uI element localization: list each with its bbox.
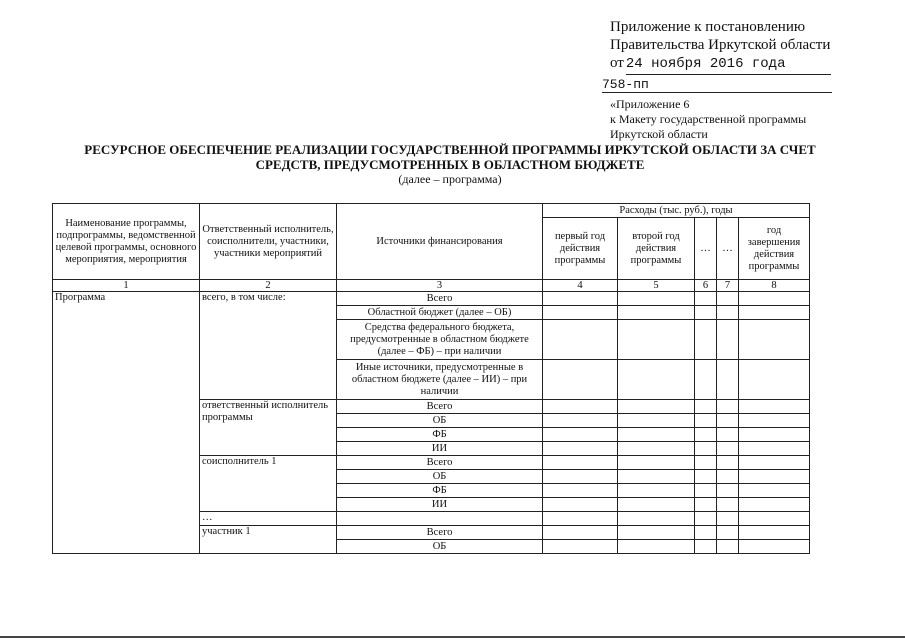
source-cell: ИИ [337, 498, 543, 512]
expenses-header: Расходы (тыс. руб.), годы [543, 204, 810, 218]
source-cell: ФБ [337, 484, 543, 498]
table-row [53, 292, 810, 306]
source-cell: ОБ [337, 470, 543, 484]
col-header-4: первый год действия программы [543, 218, 618, 280]
source-cell: Всего [337, 400, 543, 414]
source-cell: ОБ [337, 414, 543, 428]
source-cell: Иные источники, предусмотренные в областном бюджете (далее – ИИ) – при наличии [337, 360, 543, 400]
executor-coexecutor-cell: соисполнитель 1 [200, 456, 337, 512]
col-header-8: год завершения действия программы [739, 218, 810, 280]
source-cell: Средства федерального бюджета, предусмотренные в областном бюджете (далее – ФБ) – при наличии [337, 320, 543, 360]
document-title [60, 142, 840, 187]
source-cell: ИИ [337, 442, 543, 456]
appendix-line-3: Иркутской области [610, 127, 708, 141]
col-header-7: … [717, 218, 739, 280]
source-cell: Всего [337, 526, 543, 540]
source-cell: Областной бюджет (далее – ОБ) [337, 306, 543, 320]
col-number: 4 [543, 280, 618, 292]
col-number: 7 [717, 280, 739, 292]
col-header-5: второй год действия программы [618, 218, 695, 280]
col-header-2: Ответственный исполнитель, соисполнители, участники, участники мероприятий [200, 204, 337, 280]
col-header-3: Источники финансирования [337, 204, 543, 280]
program-name-cell: Программа [53, 292, 200, 554]
header-date-line [610, 54, 832, 75]
title-line-3: (далее – программа) [398, 172, 502, 186]
source-cell: ФБ [337, 428, 543, 442]
appendix-line-2: к Макету государственной программы [610, 112, 807, 126]
title-line-2: СРЕДСТВ, ПРЕДУСМОТРЕННЫХ В ОБЛАСТНОМ БЮДЖЕТЕ [255, 157, 645, 172]
page-frame-line [0, 636, 905, 638]
date-prefix: от [610, 55, 624, 71]
col-number: 8 [739, 280, 810, 292]
executor-participant-cell: участник 1 [200, 526, 337, 554]
col-number: 6 [695, 280, 717, 292]
source-cell: Всего [337, 292, 543, 306]
col-header-6: … [695, 218, 717, 280]
source-cell: ОБ [337, 540, 543, 554]
document-number: 758-пп [602, 77, 832, 93]
executor-responsible-cell: ответственный исполнитель программы [200, 400, 337, 456]
title-line-1: РЕСУРСНОЕ ОБЕСПЕЧЕНИЕ РЕАЛИЗАЦИИ ГОСУДАРСТВЕННОЙ ПРОГРАММЫ ИРКУТСКОЙ ОБЛАСТИ ЗА СЧЕТ [84, 142, 816, 157]
executor-ellipsis-cell: … [200, 512, 337, 526]
col-number: 3 [337, 280, 543, 292]
col-number: 5 [618, 280, 695, 292]
header-line-1: Приложение к постановлению [610, 19, 806, 35]
col-header-1: Наименование программы, подпрограммы, ведомственной целевой программы, основного мероприятия, мероприятия [53, 204, 200, 280]
resource-table [52, 203, 810, 554]
executor-all-cell: всего, в том числе: [200, 292, 337, 400]
source-cell: Всего [337, 456, 543, 470]
appendix-line-1: «Приложение 6 [610, 97, 690, 111]
date-value: 24 ноября 2016 года [626, 55, 831, 75]
col-number: 1 [53, 280, 200, 292]
column-number-row [53, 280, 810, 292]
approval-header [602, 18, 832, 142]
col-number: 2 [200, 280, 337, 292]
header-line-2: Правительства Иркутской области [610, 37, 831, 53]
header-row-1 [53, 204, 810, 218]
